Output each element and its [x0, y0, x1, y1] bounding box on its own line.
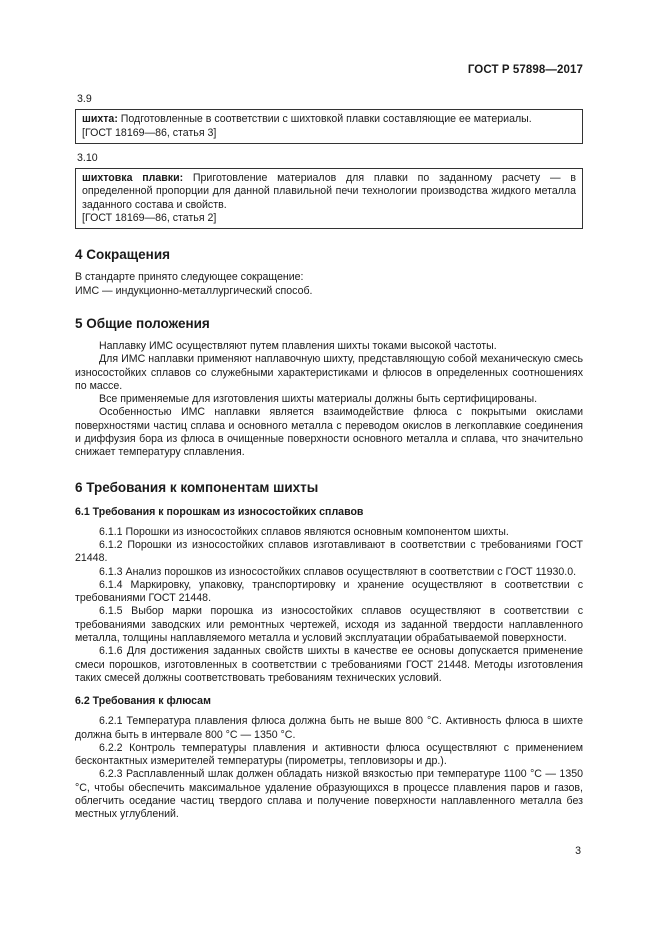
- paragraph: 6.2.1 Температура плавления флюса должна быть не выше 800 °С. Активность флюса в шихте должна быть в интервале 800 °С — 1350 °С.: [75, 715, 583, 741]
- term-source: [ГОСТ 18169—86, статья 3]: [82, 126, 217, 139]
- paragraph: 6.1.5 Выбор марки порошка из износостойких сплавов осуществляют в соответствии с требованиями заводских или ремонтных чертежей, исходя из заданной твердости наплавленного металла, толщины наплавляемого металла и условий эксплуатации обрабатываемой поверхности.: [75, 605, 583, 645]
- paragraph: Наплавку ИМС осуществляют путем плавления шихты токами высокой частоты.: [99, 339, 497, 352]
- document-code: ГОСТ Р 57898—2017: [467, 64, 583, 76]
- paragraph: 6.1.2 Порошки из износостойких сплавов изготавливают в соответствии с требованиями ГОСТ 21448.: [75, 538, 583, 565]
- term-text: Приготовление материалов для плавки по заданному расчету — в определенной пропорции для данной плавильной печи технологии производства жидкого металла заданного состава и свойств.: [82, 172, 577, 211]
- section-heading: 4 Сокращения: [75, 247, 170, 263]
- paragraph: Все применяемые для изготовления шихты материалы должны быть сертифицированы.: [99, 393, 538, 406]
- term-number: 3.9: [77, 93, 92, 105]
- paragraph: 6.1.1 Порошки из износостойких сплавов являются основным компонентом шихты.: [99, 525, 509, 538]
- page-content: [75, 93, 583, 822]
- term-text: Подготовленные в соответствии с шихтовкой плавки составляющие ее материалы.: [117, 113, 532, 126]
- paragraph: 6.2.2 Контроль температуры плавления и активности флюса осуществляют с применением бесконтактных измерителей температуры (пирометры, тепловизоры и др.).: [75, 741, 583, 768]
- subsection-heading: 6.2 Требования к флюсам: [75, 695, 211, 708]
- term-definition-box: [75, 109, 583, 144]
- paragraph: 6.1.6 Для достижения заданных свойств шихты в качестве ее основы допускается применение смеси порошков, изготовленных в соответствии с требованиями ГОСТ 21448. Методы изготовления таких смесей должны соответствовать требованиям технических условий.: [75, 645, 583, 684]
- term-source: [ГОСТ 18169—86, статья 2]: [82, 212, 217, 225]
- section-heading: 6 Требования к компонентам шихты: [75, 479, 319, 495]
- term-name: шихтовка плавки:: [82, 172, 184, 185]
- paragraph: Для ИМС наплавки применяют наплавочную шихту, представляющую собой механическую смесь износостойких сплавов со служебными характеристиками и флюсов в определенных соотношениях по массе.: [75, 353, 583, 392]
- section-heading: 5 Общие положения: [75, 315, 210, 331]
- subsection-heading: 6.1 Требования к порошкам из износостойких сплавов: [75, 505, 364, 518]
- paragraph: 6.1.4 Маркировку, упаковку, транспортировку и хранение осуществляют в соответствии с требованиями ГОСТ 21448.: [75, 578, 583, 605]
- term-number: 3.10: [77, 151, 98, 164]
- paragraph: В стандарте принято следующее сокращение:: [75, 271, 304, 284]
- term-definition: [82, 113, 576, 126]
- term-definition-box: [75, 168, 583, 229]
- paragraph: Особенностью ИМС наплавки является взаимодействие флюса с покрытыми окислами поверхностями частиц сплава и основного металла с переводом окислов в легкоплавкие соединения и диффузия бора из флюса в очищенные поверхности основного металла и сплава, что значительно снижает температуру сплавления.: [75, 406, 583, 459]
- page-number: 3: [575, 845, 581, 857]
- term-definition: [82, 172, 576, 212]
- paragraph: ИМС — индукционно-металлургический способ.: [75, 284, 313, 297]
- paragraph: 6.2.3 Расплавленный шлак должен обладать низкой вязкостью при температуре 1100 °С — 1350 °С, чтобы обеспечить максимальное удаление образующихся в процессе плавления паров и газов, облегчить оседание частиц твердого сплава и получение поверхности наплавленного металла без местных углублений.: [75, 768, 583, 821]
- term-name: шихта:: [82, 113, 118, 126]
- paragraph: 6.1.3 Анализ порошков из износостойких сплавов осуществляют в соответствии с ГОСТ 11930.0.: [99, 565, 577, 578]
